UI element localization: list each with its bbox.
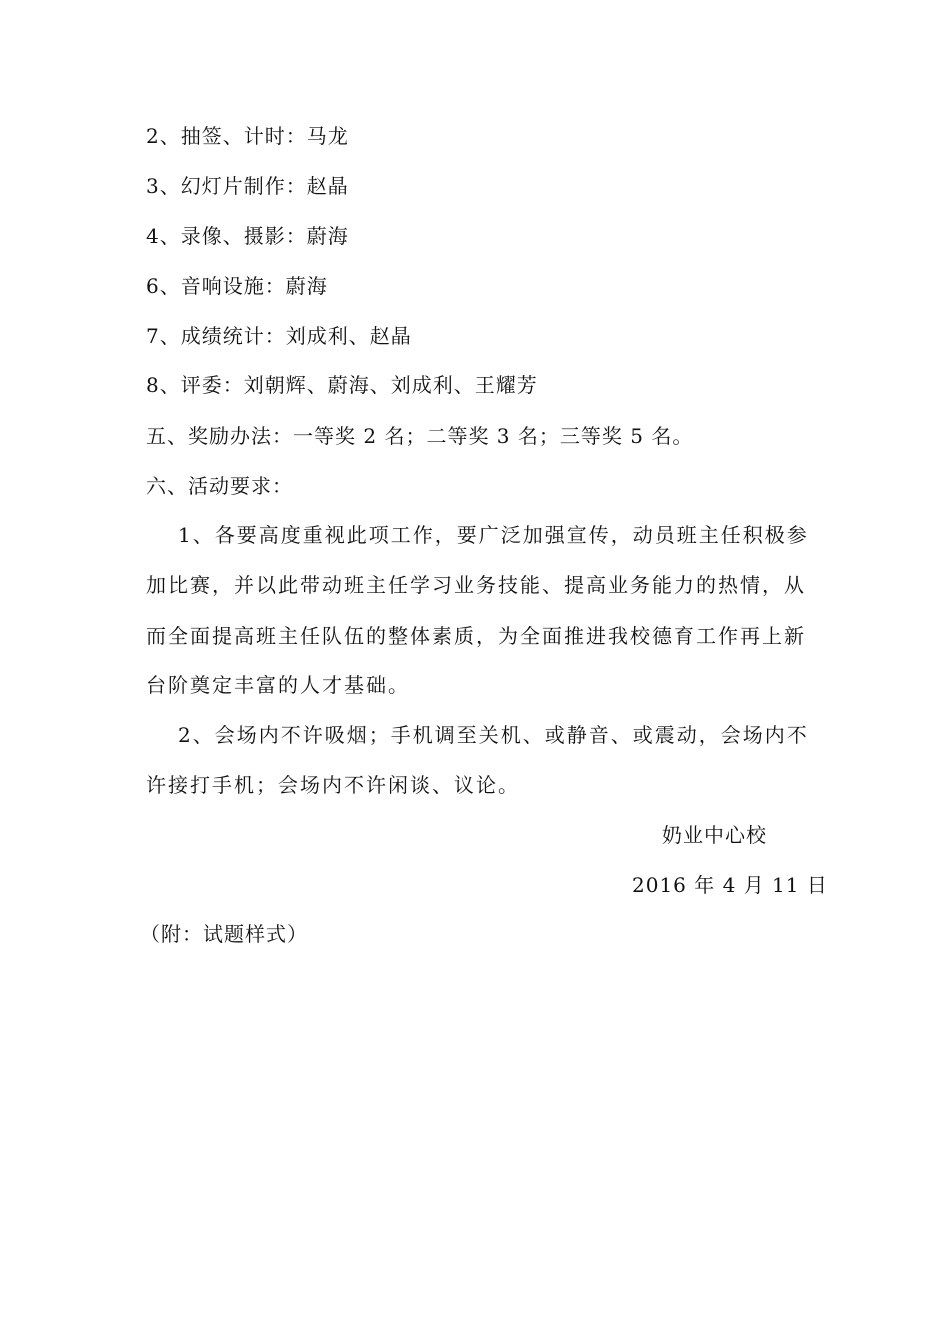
section-reward-method: 五、奖励办法：一等奖 2 名；二等奖 3 名；三等奖 5 名。 — [146, 424, 694, 448]
signature: 奶业中心校 — [662, 823, 767, 847]
requirement-2-line: 许接打手机；会场内不许闲谈、议论。 — [146, 773, 520, 797]
date: 2016 年 4 月 11 日 — [632, 873, 828, 897]
list-item: 7、成绩统计：刘成利、赵晶 — [146, 324, 412, 348]
requirement-1-line: 1、各要高度重视此项工作，要广泛加强宣传，动员班主任积极参 — [178, 523, 809, 547]
list-item: 4、录像、摄影：蔚海 — [146, 224, 349, 248]
requirement-2-line: 2、会场内不许吸烟；手机调至关机、或静音、或震动，会场内不 — [178, 723, 809, 747]
requirement-1-line: 加比赛，并以此带动班主任学习业务技能、提高业务能力的热情，从 — [146, 573, 806, 597]
requirement-1-line: 台阶奠定丰富的人才基础。 — [146, 673, 410, 697]
list-item: 6、音响设施：蔚海 — [146, 274, 328, 298]
list-item: 8、评委：刘朝辉、蔚海、刘成利、王耀芳 — [146, 373, 538, 397]
requirement-1-line: 而全面提高班主任队伍的整体素质，为全面推进我校德育工作再上新 — [146, 624, 806, 648]
section-activity-requirements-title: 六、活动要求： — [146, 474, 293, 498]
list-item: 3、幻灯片制作：赵晶 — [146, 174, 349, 198]
attachment-note: （附：试题样式） — [140, 922, 308, 946]
list-item: 2、抽签、计时：马龙 — [146, 124, 349, 148]
